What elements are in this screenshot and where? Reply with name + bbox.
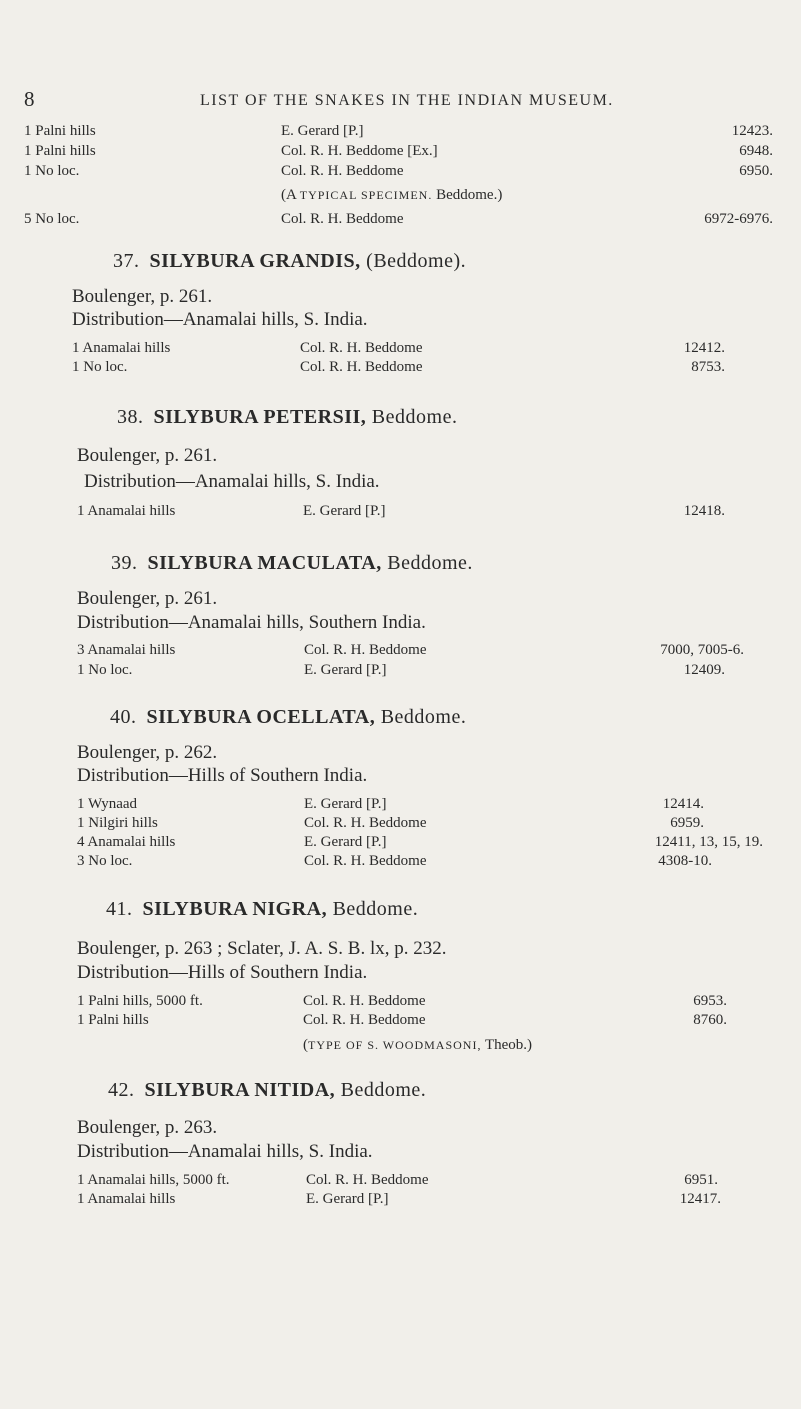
reference-line: Boulenger, p. 263.	[77, 1117, 218, 1138]
specimen-locality: 1 Palni hills	[24, 143, 96, 159]
reference-line: Boulenger, p. 261.	[77, 445, 218, 466]
specimen-locality: 1 Palni hills, 5000 ft.	[77, 993, 203, 1009]
specimen-collector: E. Gerard [P.]	[303, 503, 386, 519]
specimen-collector: Col. R. H. Beddome	[281, 211, 404, 227]
specimen-collector: Col. R. H. Beddome	[303, 993, 426, 1009]
specimen-register-number: 4308-10.	[658, 853, 712, 869]
distribution-line: Distribution—Anamalai hills, Southern India.	[77, 612, 426, 633]
specimen-collector: Col. R. H. Beddome	[300, 340, 423, 356]
specimen-collector: Col. R. H. Beddome [Ex.]	[281, 143, 438, 159]
species-heading: 38. SILYBURA PETERSII, Beddome.	[117, 406, 458, 428]
specimen-register-number: 6950.	[739, 163, 773, 179]
specimen-locality: 5 No loc.	[24, 211, 80, 227]
distribution-line: Distribution—Hills of Southern India.	[77, 962, 368, 983]
specimen-collector: Col. R. H. Beddome	[304, 853, 427, 869]
distribution-line: Distribution—Anamalai hills, S. India.	[77, 1141, 373, 1162]
reference-line: Boulenger, p. 262.	[77, 742, 218, 763]
reference-line: Boulenger, p. 261.	[77, 588, 218, 609]
specimen-note: (A TYPICAL SPECIMEN. Beddome.)	[281, 187, 503, 203]
page-number: 8	[24, 87, 35, 111]
specimen-collector: E. Gerard [P.]	[281, 123, 364, 139]
specimen-register-number: 6959.	[670, 815, 704, 831]
specimen-locality: 1 Anamalai hills, 5000 ft.	[77, 1172, 230, 1188]
species-heading: 41. SILYBURA NIGRA, Beddome.	[106, 898, 419, 920]
specimen-collector: Col. R. H. Beddome	[281, 163, 404, 179]
specimen-collector: Col. R. H. Beddome	[304, 815, 427, 831]
species-heading: 42. SILYBURA NITIDA, Beddome.	[108, 1079, 427, 1101]
specimen-register-number: 8753.	[691, 359, 725, 375]
distribution-line: Distribution—Anamalai hills, S. India.	[84, 471, 380, 492]
specimen-register-number: 7000, 7005-6.	[660, 642, 744, 658]
species-heading: 37. SILYBURA GRANDIS, (Beddome).	[113, 250, 467, 272]
species-heading: 40. SILYBURA OCELLATA, Beddome.	[110, 706, 467, 728]
specimen-register-number: 12423.	[731, 123, 773, 139]
specimen-collector: E. Gerard [P.]	[304, 834, 387, 850]
specimen-locality: 1 No loc.	[77, 662, 133, 678]
specimen-collector: E. Gerard [P.]	[304, 662, 387, 678]
specimen-register-number: 6972-6976.	[704, 211, 773, 227]
running-head: LIST OF THE SNAKES IN THE INDIAN MUSEUM.	[200, 92, 614, 109]
specimen-register-number: 12418.	[683, 503, 725, 519]
distribution-line: Distribution—Hills of Southern India.	[77, 765, 368, 786]
specimen-locality: 3 Anamalai hills	[77, 642, 176, 658]
reference-line: Boulenger, p. 261.	[72, 286, 213, 307]
specimen-note: (TYPE OF S. WOODMASONI, Theob.)	[303, 1037, 533, 1053]
specimen-locality: 3 No loc.	[77, 853, 133, 869]
specimen-collector: E. Gerard [P.]	[306, 1191, 389, 1207]
specimen-locality: 1 Anamalai hills	[72, 340, 171, 356]
specimen-collector: E. Gerard [P.]	[304, 796, 387, 812]
distribution-line: Distribution—Anamalai hills, S. India.	[72, 309, 368, 330]
specimen-collector: Col. R. H. Beddome	[306, 1172, 429, 1188]
specimen-register-number: 6953.	[693, 993, 727, 1009]
specimen-locality: 1 No loc.	[72, 359, 128, 375]
specimen-locality: 1 Wynaad	[77, 796, 138, 812]
specimen-collector: Col. R. H. Beddome	[300, 359, 423, 375]
specimen-collector: Col. R. H. Beddome	[304, 642, 427, 658]
specimen-locality: 1 Nilgiri hills	[77, 815, 158, 831]
specimen-register-number: 12417.	[679, 1191, 721, 1207]
specimen-register-number: 6951.	[684, 1172, 718, 1188]
specimen-collector: Col. R. H. Beddome	[303, 1012, 426, 1028]
specimen-register-number: 12414.	[662, 796, 704, 812]
species-heading: 39. SILYBURA MACULATA, Beddome.	[111, 552, 473, 574]
specimen-locality: 1 Anamalai hills	[77, 503, 176, 519]
specimen-locality: 1 No loc.	[24, 163, 80, 179]
specimen-register-number: 8760.	[693, 1012, 727, 1028]
specimen-locality: 1 Anamalai hills	[77, 1191, 176, 1207]
specimen-register-number: 6948.	[739, 143, 773, 159]
reference-line: Boulenger, p. 263 ; Sclater, J. A. S. B. lx, p. 232.	[77, 938, 447, 959]
specimen-register-number: 12412.	[683, 340, 725, 356]
specimen-register-number: 12409.	[683, 662, 725, 678]
specimen-register-number: 12411, 13, 15, 19.	[654, 834, 763, 850]
specimen-locality: 1 Palni hills	[77, 1012, 149, 1028]
specimen-locality: 4 Anamalai hills	[77, 834, 176, 850]
specimen-locality: 1 Palni hills	[24, 123, 96, 139]
